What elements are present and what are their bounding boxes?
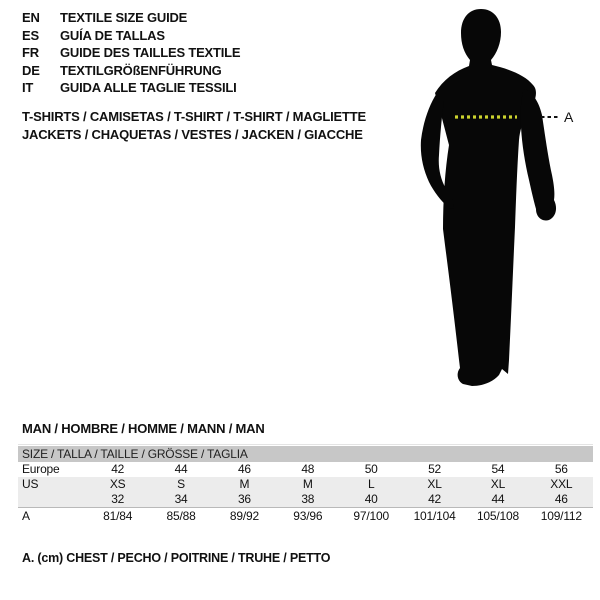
size-value-cell: 46 bbox=[237, 462, 251, 476]
man-silhouette-figure bbox=[413, 5, 583, 395]
size-row-values bbox=[86, 508, 593, 524]
size-value-cell: XL bbox=[490, 477, 506, 491]
language-code: EN bbox=[22, 10, 40, 25]
language-guide-title: TEXTILE SIZE GUIDE bbox=[60, 10, 188, 25]
size-value-cell: 97/100 bbox=[353, 509, 389, 523]
language-row bbox=[22, 79, 240, 97]
size-value-cell: 48 bbox=[301, 462, 315, 476]
category-line: JACKETS / CHAQUETAS / VESTES / JACKEN / GIACCHE bbox=[22, 127, 363, 142]
size-value-cell: M bbox=[239, 477, 250, 491]
size-value-cell: M bbox=[302, 477, 313, 491]
size-value-cell: 42 bbox=[428, 492, 442, 506]
size-table-row bbox=[18, 462, 593, 477]
language-guide-title: GUIDE DES TAILLES TEXTILE bbox=[60, 45, 241, 60]
language-code: IT bbox=[22, 80, 34, 95]
size-value-cell: 34 bbox=[174, 492, 188, 506]
size-value-cell: S bbox=[177, 477, 185, 491]
size-value-cell: 56 bbox=[554, 462, 568, 476]
size-row-values bbox=[86, 462, 593, 477]
size-value-cell: 52 bbox=[428, 462, 442, 476]
size-table-row bbox=[18, 507, 593, 523]
language-list bbox=[22, 9, 240, 97]
size-value-cell: 38 bbox=[301, 492, 315, 506]
size-value-cell: 85/88 bbox=[166, 509, 196, 523]
language-guide-title: GUÍA DE TALLAS bbox=[60, 27, 165, 43]
size-value-cell: 32 bbox=[111, 492, 125, 506]
measurement-footnote: A. (cm) CHEST / PECHO / POITRINE / TRUHE / PETTO bbox=[22, 551, 331, 565]
measure-label-a: A bbox=[564, 109, 574, 125]
language-code: ES bbox=[22, 27, 39, 43]
size-value-cell: XL bbox=[427, 477, 442, 491]
size-value-cell: 46 bbox=[554, 492, 568, 506]
size-value-cell: 42 bbox=[111, 462, 125, 476]
size-value-cell: 89/92 bbox=[229, 509, 259, 523]
size-value-cell: 105/108 bbox=[476, 509, 519, 523]
size-value-cell: 36 bbox=[237, 492, 251, 506]
size-value-cell: 101/104 bbox=[413, 509, 456, 523]
size-value-cell: L bbox=[367, 477, 375, 491]
language-code: FR bbox=[22, 45, 39, 60]
size-value-cell: 93/96 bbox=[293, 509, 323, 523]
size-value-cell: 40 bbox=[364, 492, 378, 506]
section-title-man: MAN / HOMBRE / HOMME / MANN / MAN bbox=[22, 421, 265, 436]
size-row-values bbox=[86, 477, 593, 492]
size-value-cell: 50 bbox=[364, 462, 378, 476]
language-guide-title: TEXTILGRÖßENFÜHRUNG bbox=[60, 62, 222, 78]
size-value-cell: XS bbox=[109, 477, 126, 491]
size-value-cell: 54 bbox=[491, 462, 505, 476]
size-row-label: US bbox=[22, 477, 39, 491]
language-code: DE bbox=[22, 62, 40, 78]
size-value-cell: XXL bbox=[550, 477, 573, 491]
size-value-cell: 81/84 bbox=[103, 509, 133, 523]
size-value-cell: 109/112 bbox=[540, 509, 582, 523]
size-table-row bbox=[18, 492, 593, 507]
size-table bbox=[18, 444, 593, 523]
size-row-label bbox=[18, 492, 86, 507]
language-guide-title: GUIDA ALLE TAGLIE TESSILI bbox=[60, 80, 237, 95]
size-table-body bbox=[18, 462, 593, 523]
language-row bbox=[22, 9, 240, 27]
size-row-label: Europe bbox=[22, 462, 60, 476]
category-line: T-SHIRTS / CAMISETAS / T-SHIRT / T-SHIRT / MAGLIETTE bbox=[22, 109, 366, 124]
language-row bbox=[22, 44, 240, 62]
size-table-row bbox=[18, 477, 593, 492]
man-silhouette-right-arm bbox=[521, 89, 556, 220]
size-value-cell: 44 bbox=[491, 492, 505, 506]
size-value-cell: 44 bbox=[174, 462, 188, 476]
language-row bbox=[22, 27, 240, 45]
language-row bbox=[22, 62, 240, 80]
category-list bbox=[22, 108, 366, 144]
size-row-label: A bbox=[22, 509, 30, 523]
size-row-values bbox=[86, 492, 593, 507]
size-table-header: SIZE / TALLA / TAILLE / GRÖSSE / TAGLIA bbox=[18, 446, 593, 462]
